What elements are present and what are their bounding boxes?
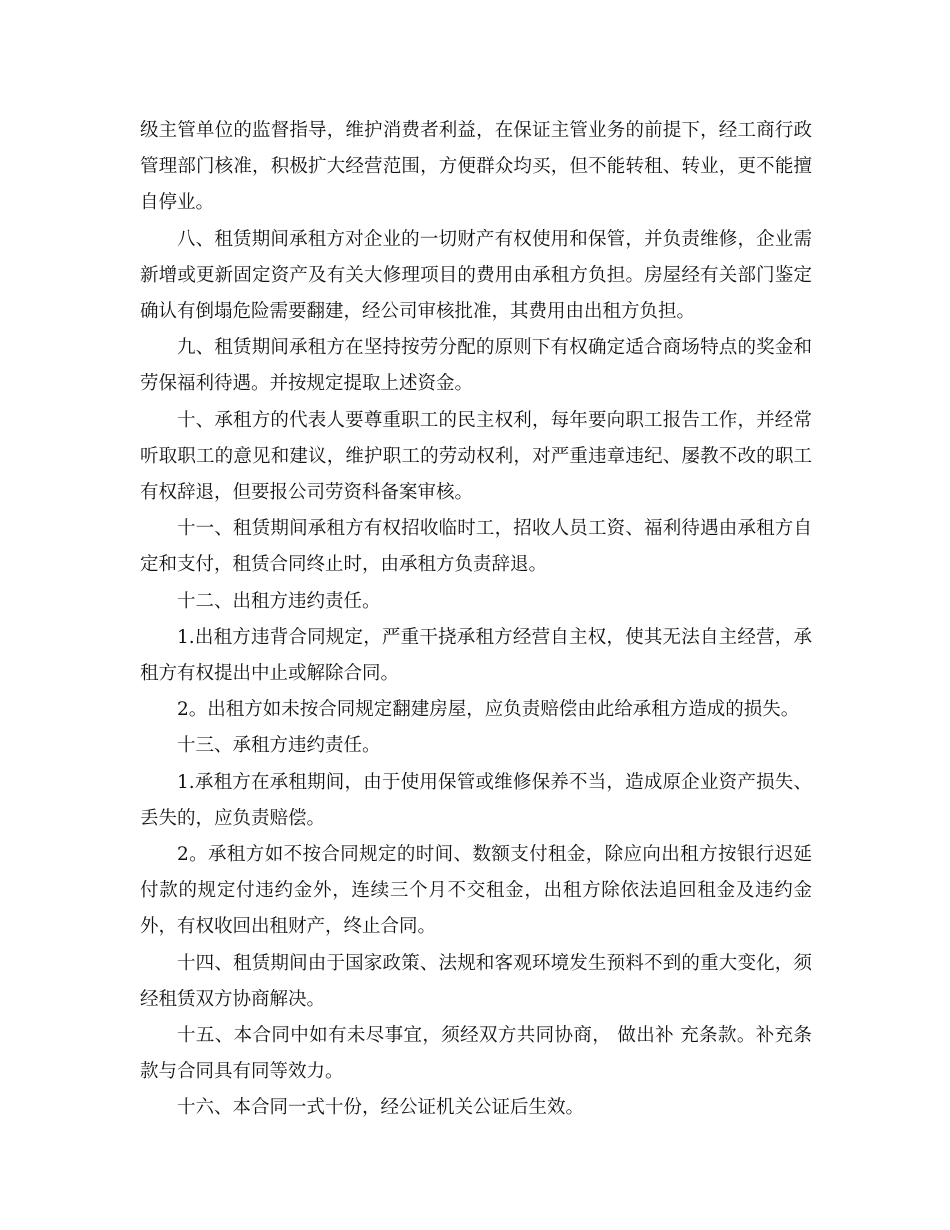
paragraph-clause-9: 九、租赁期间承租方在坚持按劳分配的原则下有权确定适合商场特点的奖金和劳保福利待遇。并按规定提取上述资金。 [140, 337, 812, 395]
paragraph-clause-12-item-1: 1.出租方违背合同规定，严重干挠承租方经营自主权，使其无法自主经营，承租方有权提出中止或解除合同。 [140, 626, 812, 685]
paragraph-clause-13-item-1: 1.承租方在承租期间，由于使用保管或维修保养不当，造成原企业资产损失、丢失的，应负责赔偿。 [140, 771, 812, 829]
paragraph-continuation: 级主管单位的监督指导，维护消费者利益，在保证主管业务的前提下，经工商行政管理部门核准，积极扩大经营范围，方便群众均买，但不能转租、转业，更不能擅自停业。 [140, 120, 812, 214]
paragraph-clause-11: 十一、租赁期间承租方有权招收临时工，招收人员工资、福利待遇由承租方自定和支付，租赁合同终止时，由承租方负责辞退。 [140, 518, 812, 576]
paragraph-clause-8: 八、租赁期间承租方对企业的一切财产有权使用和保管，并负责维修，企业需新增或更新固定资产及有关大修理项目的费用由承租方负担。房屋经有关部门鉴定确认有倒塌危险需要翻建，经公司审核批准，其费用由出租方负担。 [140, 228, 812, 323]
paragraph-clause-15: 十五、本合同中如有未尽事宜，须经双方共同协商， 做出补 充条款。补充条款与合同具有同等效力。 [140, 1025, 812, 1083]
paragraph-clause-12-item-2: 2。出租方如未按合同规定翻建房屋，应负责赔偿由此给承租方造成的损失。 [177, 699, 800, 721]
paragraph-clause-12-heading: 十二、出租方违约责任。 [177, 590, 381, 612]
paragraph-clause-16: 十六、本合同一式十份，经公证机关公证后生效。 [177, 1097, 585, 1119]
document-page [140, 113, 812, 1127]
paragraph-clause-14: 十四、租赁期间由于国家政策、法规和客观环境发生预料不到的重大变化，须经租赁双方协商解决。 [140, 952, 812, 1010]
paragraph-clause-13-item-2: 2。承租方如不按合同规定的时间、数额支付租金，除应向出租方按银行迟延付款的规定付违约金外，连续三个月不交租金，出租方除依法追回租金及违约金外，有权收回出租财产，终止合同。 [140, 844, 812, 938]
paragraph-clause-10: 十、承租方的代表人要尊重职工的民主权利，每年要向职工报告工作，并经常听取职工的意见和建议，维护职工的劳动权利，对严重违章违纪、屡教不改的职工有权辞退，但要报公司劳资科备案审核。 [140, 409, 812, 504]
paragraph-clause-13-heading: 十三、承租方违约责任。 [177, 735, 381, 757]
